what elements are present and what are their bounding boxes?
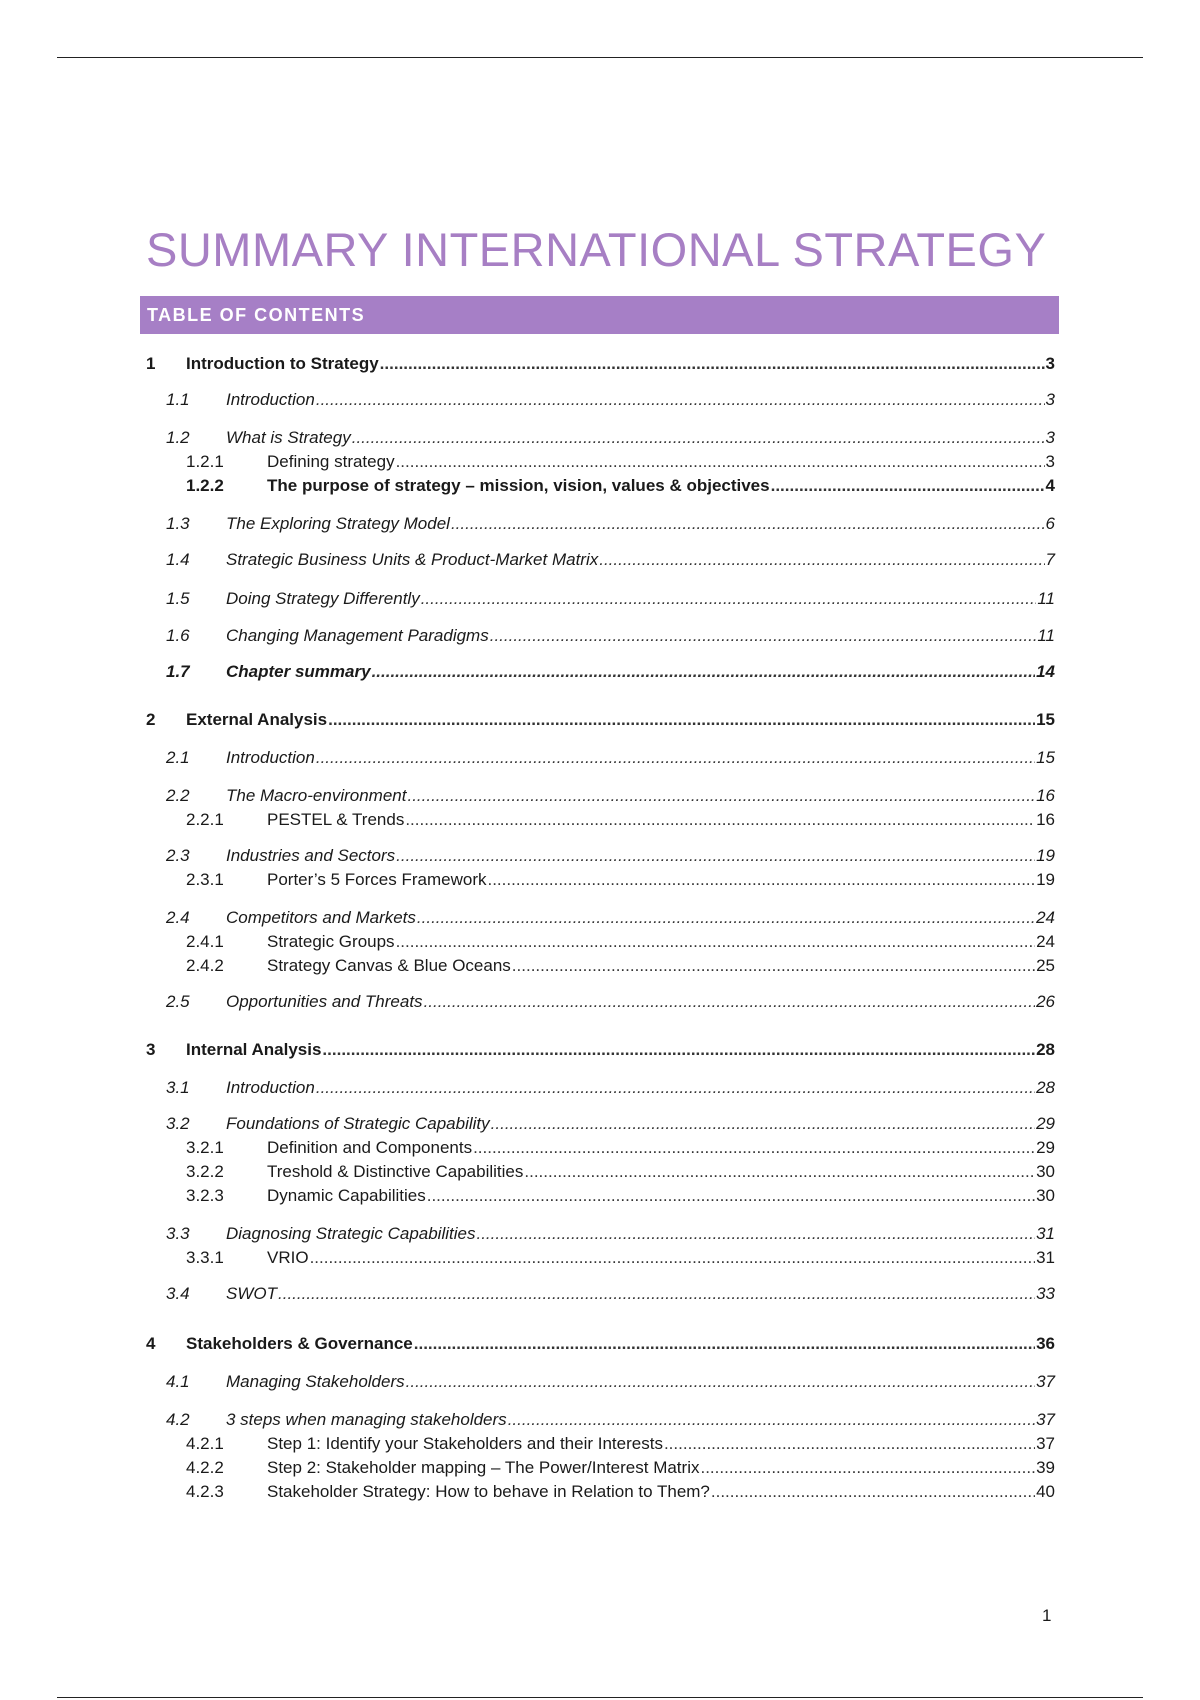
toc-entry-text [267, 1432, 1055, 1456]
toc-entry-number: 2.2 [166, 786, 190, 805]
toc-entry[interactable] [0, 930, 1200, 954]
toc-entry-number: 1.2.2 [186, 476, 224, 495]
toc-dot-leader [396, 844, 1035, 868]
toc-entry[interactable] [0, 660, 1200, 684]
toc-entry-text [267, 808, 1055, 832]
toc-entry-number: 1.7 [166, 662, 190, 681]
toc-entry-number: 4 [146, 1334, 156, 1353]
toc-entry-number: 2.2.1 [186, 810, 224, 829]
toc-entry-page: 28 [1036, 1040, 1055, 1059]
toc-entry[interactable] [0, 808, 1200, 832]
toc-entry-label[interactable]: External Analysis [186, 710, 328, 729]
toc-entry-label[interactable]: The Macro-environment [226, 786, 407, 805]
toc-entry-label[interactable]: Stakeholder Strategy: How to behave in Relation to Them? [267, 1482, 710, 1501]
toc-entry-page: 3 [1045, 428, 1055, 447]
toc-entry-label[interactable]: Introduction [226, 390, 315, 409]
toc-entry-label[interactable]: Opportunities and Threats [226, 992, 423, 1011]
toc-entry[interactable] [0, 474, 1200, 498]
toc-entry-number: 3.3 [166, 1224, 190, 1243]
toc-entry[interactable] [0, 1246, 1200, 1270]
toc-entry[interactable] [0, 1282, 1200, 1306]
toc-entry[interactable] [0, 1136, 1200, 1160]
toc-entry-page: 11 [1037, 626, 1055, 645]
toc-dot-leader [316, 746, 1035, 770]
toc-entry-text [267, 954, 1055, 978]
toc-entry-number: 3 [146, 1040, 156, 1059]
toc-entry-label[interactable]: Competitors and Markets [226, 908, 416, 927]
toc-entry-text [226, 548, 1055, 572]
toc-entry[interactable] [0, 746, 1200, 770]
toc-entry-text [226, 587, 1055, 611]
toc-entry[interactable] [0, 844, 1200, 868]
toc-entry-page: 11 [1037, 589, 1055, 608]
toc-entry-number: 2.3.1 [186, 870, 224, 889]
toc-entry-number: 2.4.1 [186, 932, 224, 951]
toc-entry[interactable] [0, 1038, 1200, 1062]
toc-dot-leader [316, 388, 1045, 412]
toc-entry-page: 31 [1036, 1224, 1055, 1243]
toc-entry[interactable] [0, 906, 1200, 930]
toc-dot-leader [328, 708, 1035, 732]
toc-entry[interactable] [0, 1370, 1200, 1394]
toc-entry-text [226, 906, 1055, 930]
toc-entry-page: 4 [1045, 476, 1055, 495]
toc-entry-label[interactable]: Diagnosing Strategic Capabilities [226, 1224, 476, 1243]
toc-entry-label[interactable]: Step 2: Stakeholder mapping – The Power/Interest Matrix [267, 1458, 700, 1477]
toc-entry-number: 4.2.3 [186, 1482, 224, 1501]
toc-entry-text [226, 746, 1055, 770]
toc-entry-text [267, 868, 1055, 892]
toc-dot-leader [711, 1480, 1035, 1504]
toc-dot-leader [396, 450, 1045, 474]
toc-entry-number: 3.2.3 [186, 1186, 224, 1205]
toc-entry-label[interactable]: PESTEL & Trends [267, 810, 405, 829]
page-number: 1 [1042, 1606, 1052, 1625]
toc-entry-text [226, 512, 1055, 536]
toc-dot-leader [599, 548, 1044, 572]
header-rule [57, 57, 1143, 58]
toc-entry[interactable] [0, 1222, 1200, 1246]
toc-heading: TABLE OF CONTENTS [147, 304, 366, 325]
toc-entry-page: 36 [1036, 1334, 1055, 1353]
toc-entry-page: 15 [1036, 710, 1055, 729]
toc-entry-number: 4.1 [166, 1372, 190, 1391]
toc-entry-text [226, 1408, 1055, 1432]
toc-entry-page: 29 [1036, 1114, 1055, 1133]
toc-entry-text [226, 1222, 1055, 1246]
toc-entry-number: 3.1 [166, 1078, 190, 1097]
toc-entry[interactable] [0, 587, 1200, 611]
toc-entry-text [186, 708, 1055, 732]
toc-entry[interactable] [0, 990, 1200, 1014]
toc-entry-label[interactable]: Defining strategy [267, 452, 395, 471]
toc-dot-leader [352, 426, 1045, 450]
toc-entry-number: 1.2.1 [186, 452, 224, 471]
toc-entry-text [186, 1332, 1055, 1356]
toc-entry-number: 3.2.1 [186, 1138, 224, 1157]
toc-entry-page: 37 [1036, 1410, 1055, 1429]
toc-dot-leader [380, 352, 1045, 376]
toc-entry-label[interactable]: Industries and Sectors [226, 846, 396, 865]
toc-entry-text [226, 660, 1055, 684]
toc-entry-page: 39 [1036, 1458, 1055, 1477]
toc-entry-number: 4.2.2 [186, 1458, 224, 1477]
toc-entry-page: 40 [1036, 1482, 1055, 1501]
toc-entry-text [226, 990, 1055, 1014]
toc-entry[interactable] [0, 1456, 1200, 1480]
toc-entry-text [267, 1184, 1055, 1208]
toc-entry-label[interactable]: Introduction [226, 748, 315, 767]
toc-entry-page: 3 [1045, 354, 1055, 373]
toc-entry-label[interactable]: What is Strategy [226, 428, 351, 447]
toc-entry-text [267, 1246, 1055, 1270]
toc-entry-label[interactable]: VRIO [267, 1248, 309, 1267]
toc-entry-number: 1.5 [166, 589, 190, 608]
toc-entry-label[interactable]: 3 steps when managing stakeholders [226, 1410, 507, 1429]
toc-entry[interactable] [0, 708, 1200, 732]
toc-entry[interactable] [0, 1480, 1200, 1504]
toc-entry-page: 14 [1036, 662, 1055, 681]
toc-dot-leader [278, 1282, 1035, 1306]
toc-entry-label[interactable]: Dynamic Capabilities [267, 1186, 426, 1205]
toc-entry-text [186, 352, 1055, 376]
toc-dot-leader [524, 1160, 1035, 1184]
toc-heading-bar [140, 296, 1059, 334]
toc-entry-number: 1.4 [166, 550, 190, 569]
toc-entry[interactable] [0, 1160, 1200, 1184]
toc-entry-number: 4.2.1 [186, 1434, 224, 1453]
toc-entry[interactable] [0, 352, 1200, 376]
toc-entry-label[interactable]: Step 1: Identify your Stakeholders and their Interests [267, 1434, 663, 1453]
toc-entry-label[interactable]: Introduction [226, 1078, 315, 1097]
toc-entry-number: 3.2 [166, 1114, 190, 1133]
toc-dot-leader [417, 906, 1035, 930]
footer-rule [57, 1697, 1143, 1698]
toc-entry-label[interactable]: Porter’s 5 Forces Framework [267, 870, 487, 889]
toc-entry-number: 1.3 [166, 514, 190, 533]
toc-entry[interactable] [0, 1112, 1200, 1136]
toc-entry-label[interactable]: The Exploring Strategy Model [226, 514, 450, 533]
toc-entry-label[interactable]: SWOT [226, 1284, 277, 1303]
toc-entry-text [267, 1480, 1055, 1504]
toc-dot-leader [427, 1184, 1035, 1208]
toc-entry-page: 30 [1036, 1162, 1055, 1181]
toc-entry-text [267, 450, 1055, 474]
toc-entry-text [267, 1160, 1055, 1184]
toc-entry-page: 37 [1036, 1434, 1055, 1453]
toc-dot-leader [405, 808, 1035, 832]
toc-entry-text [267, 930, 1055, 954]
toc-dot-leader [414, 1332, 1035, 1356]
toc-entry-number: 3.2.2 [186, 1162, 224, 1181]
toc-entry-page: 16 [1036, 810, 1055, 829]
toc-entry-page: 15 [1036, 748, 1055, 767]
toc-dot-leader [396, 930, 1036, 954]
toc-entry-page: 3 [1045, 452, 1055, 471]
toc-entry-page: 7 [1045, 550, 1055, 569]
toc-entry-page: 6 [1045, 514, 1055, 533]
toc-dot-leader [407, 784, 1035, 808]
toc-entry-text [226, 1112, 1055, 1136]
toc-entry-label[interactable]: Definition and Components [267, 1138, 473, 1157]
toc-entry-text [226, 388, 1055, 412]
toc-entry-text [226, 844, 1055, 868]
toc-entry-label[interactable]: Stakeholders & Governance [186, 1334, 413, 1353]
toc-entry-number: 3.4 [166, 1284, 190, 1303]
toc-dot-leader [487, 868, 1035, 892]
toc-entry-text [226, 1282, 1055, 1306]
toc-entry[interactable] [0, 1076, 1200, 1100]
toc-entry-number: 2 [146, 710, 156, 729]
toc-dot-leader [512, 954, 1035, 978]
toc-dot-leader [406, 1370, 1035, 1394]
toc-entry-text [226, 1370, 1055, 1394]
toc-dot-leader [316, 1076, 1035, 1100]
toc-entry-number: 1.2 [166, 428, 190, 447]
toc-entry-number: 4.2 [166, 1410, 190, 1429]
toc-entry-number: 2.3 [166, 846, 190, 865]
toc-entry-text [226, 784, 1055, 808]
toc-entry-page: 19 [1036, 846, 1055, 865]
toc-entry-text [267, 1456, 1055, 1480]
toc-entry-page: 28 [1036, 1078, 1055, 1097]
toc-entry[interactable] [0, 1432, 1200, 1456]
toc-entry[interactable] [0, 450, 1200, 474]
toc-dot-leader [421, 587, 1037, 611]
toc-entry-page: 37 [1036, 1372, 1055, 1391]
toc-entry[interactable] [0, 388, 1200, 412]
toc-entry[interactable] [0, 548, 1200, 572]
toc-dot-leader [372, 660, 1036, 684]
toc-dot-leader [424, 990, 1036, 1014]
toc-entry[interactable] [0, 954, 1200, 978]
toc-entry[interactable] [0, 784, 1200, 808]
toc-entry[interactable] [0, 868, 1200, 892]
toc-entry-label[interactable]: Foundations of Strategic Capability [226, 1114, 490, 1133]
toc-dot-leader [664, 1432, 1035, 1456]
toc-entry-page: 29 [1036, 1138, 1055, 1157]
toc-entry-text [226, 1076, 1055, 1100]
toc-entry-number: 2.4.2 [186, 956, 224, 975]
toc-dot-leader [700, 1456, 1035, 1480]
toc-entry-label[interactable]: Strategy Canvas & Blue Oceans [267, 956, 511, 975]
toc-dot-leader [476, 1222, 1035, 1246]
toc-entry-label[interactable]: Chapter summary [226, 662, 371, 681]
toc-entry-page: 19 [1036, 870, 1055, 889]
toc-dot-leader [451, 512, 1045, 536]
toc-entry[interactable] [0, 1332, 1200, 1356]
toc-entry-text [226, 624, 1055, 648]
toc-entry-page: 30 [1036, 1186, 1055, 1205]
toc-entry-number: 2.5 [166, 992, 190, 1011]
toc-entry-page: 33 [1036, 1284, 1055, 1303]
toc-entry-label[interactable]: Changing Management Paradigms [226, 626, 489, 645]
toc-entry[interactable] [0, 426, 1200, 450]
toc-dot-leader [322, 1038, 1035, 1062]
toc-entry-page: 26 [1036, 992, 1055, 1011]
toc-dot-leader [491, 1112, 1035, 1136]
toc-entry-number: 1.6 [166, 626, 190, 645]
toc-dot-leader [490, 624, 1037, 648]
toc-dot-leader [473, 1136, 1035, 1160]
toc-entry-label[interactable]: Managing Stakeholders [226, 1372, 405, 1391]
toc-entry-number: 3.3.1 [186, 1248, 224, 1267]
toc-entry-page: 31 [1036, 1248, 1055, 1267]
toc-dot-leader [310, 1246, 1036, 1270]
toc-entry-page: 25 [1036, 956, 1055, 975]
toc-entry-number: 1 [146, 354, 156, 373]
toc-entry-label[interactable]: Strategic Business Units & Product-Market Matrix [226, 550, 599, 569]
toc-entry-page: 24 [1036, 908, 1055, 927]
toc-entry-text [226, 426, 1055, 450]
toc-entry-label[interactable]: Introduction to Strategy [186, 354, 379, 373]
toc-entry-label[interactable]: The purpose of strategy – mission, vision, values & objectives [267, 476, 770, 495]
toc-dot-leader [508, 1408, 1035, 1432]
toc-entry-page: 24 [1036, 932, 1055, 951]
toc-entry-text [267, 474, 1055, 498]
toc-entry-label[interactable]: Internal Analysis [186, 1040, 322, 1059]
toc-entry-number: 2.4 [166, 908, 190, 927]
toc-entry-label[interactable]: Strategic Groups [267, 932, 395, 951]
toc-entry[interactable] [0, 1184, 1200, 1208]
toc-entry-number: 1.1 [166, 390, 190, 409]
toc-entry-label[interactable]: Doing Strategy Differently [226, 589, 420, 608]
toc-entry-number: 2.1 [166, 748, 190, 767]
toc-entry-page: 3 [1045, 390, 1055, 409]
toc-entry[interactable] [0, 512, 1200, 536]
toc-entry[interactable] [0, 1408, 1200, 1432]
document-title: SUMMARY INTERNATIONAL STRATEGY [146, 223, 1047, 276]
toc-entry-text [267, 1136, 1055, 1160]
toc-entry[interactable] [0, 624, 1200, 648]
toc-entry-page: 16 [1036, 786, 1055, 805]
toc-entry-text [186, 1038, 1055, 1062]
toc-dot-leader [771, 474, 1045, 498]
toc-entry-label[interactable]: Treshold & Distinctive Capabilities [267, 1162, 524, 1181]
